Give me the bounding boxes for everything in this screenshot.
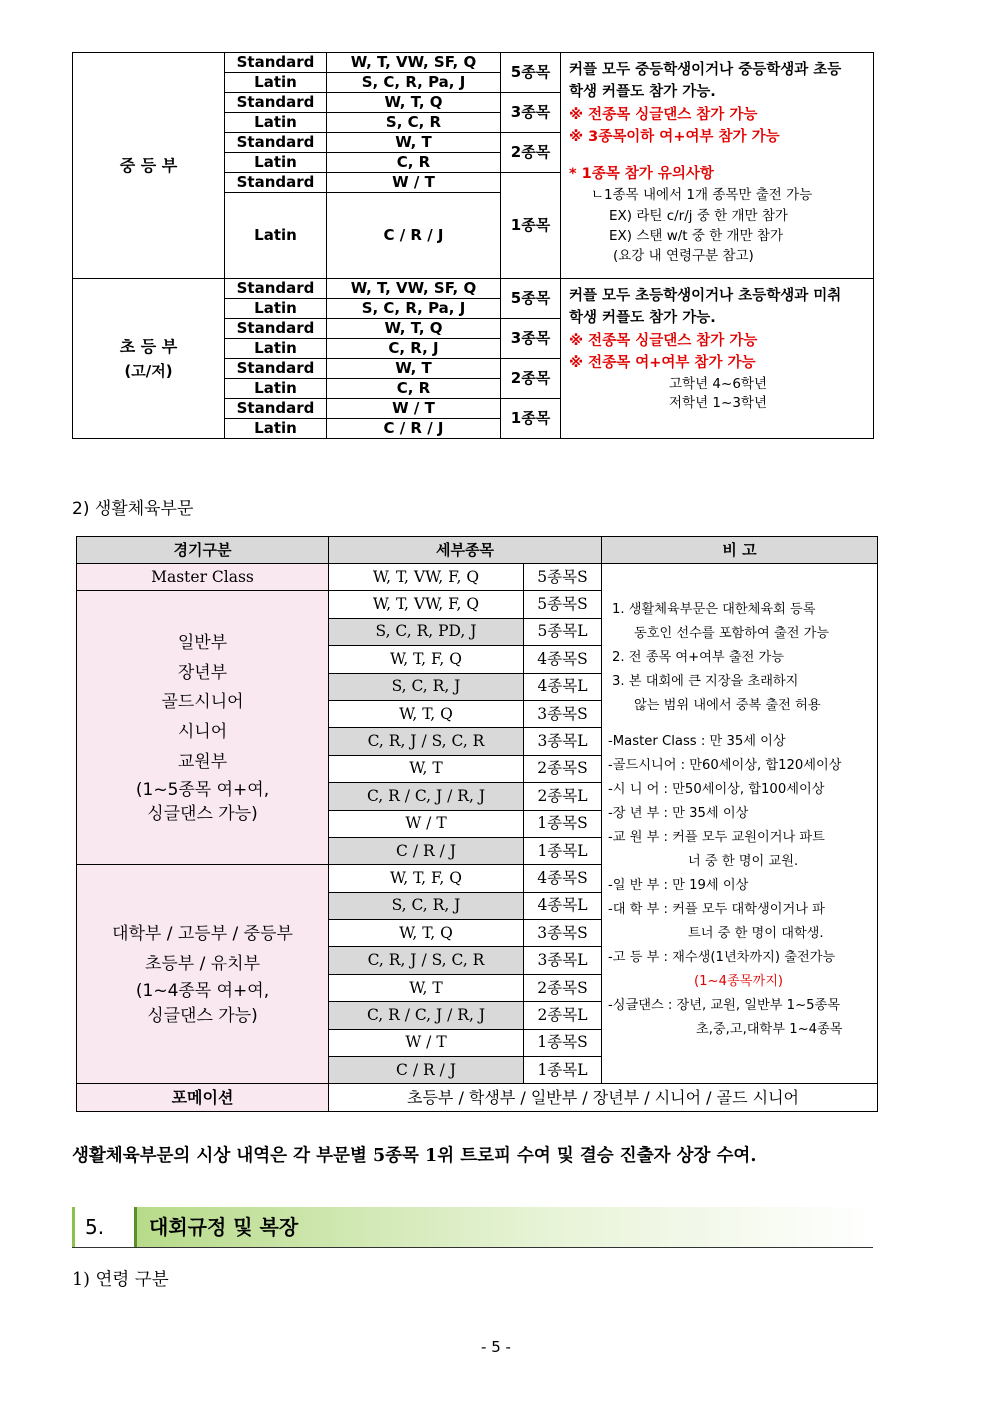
remarks-cell — [602, 564, 878, 1084]
count-cell: 4종목L — [524, 892, 602, 919]
style-cell: Standard — [225, 133, 327, 153]
remark-line: (1~4종목까지) — [694, 974, 784, 990]
dance-cell: W, T, Q — [327, 319, 501, 339]
sub-heading: 1) 연령 구분 — [72, 1270, 169, 1290]
count-cell: 1종목 — [501, 399, 561, 439]
style-cell: Standard — [225, 173, 327, 193]
group-label-line: (1~4종목 여+여, — [135, 981, 270, 1002]
remark-line: -시 니 어 : 만50세이상, 합100세이상 — [608, 782, 825, 798]
note-line: 학생 커플도 참가 가능. — [569, 310, 716, 327]
group-label-line: 싱글댄스 가능) — [147, 804, 258, 825]
count-cell: 5종목S — [524, 591, 602, 618]
count-cell: 3종목 — [501, 93, 561, 133]
remark-line: -일 반 부 : 만 19세 이상 — [608, 878, 749, 894]
count-cell: 2종목 — [501, 133, 561, 173]
formation-label: 포메이션 — [77, 1084, 329, 1111]
dance-cell: C, R, J / S, C, R — [329, 728, 524, 755]
dept-sublabel: (고/저) — [124, 362, 173, 381]
group-label-line: 교원부 — [177, 751, 228, 772]
style-cell: Latin — [225, 339, 327, 359]
group-label-line: 일반부 — [177, 632, 228, 653]
header-detail: 세부종목 — [329, 537, 602, 564]
note-sub: EX) 스탠 w/t 중 한 개만 참가 — [609, 227, 784, 244]
note-sub: 저학년 1~3학년 — [669, 394, 767, 411]
dance-cell: S, C, R, Pa, J — [327, 73, 501, 93]
note-red: * 1종목 참가 유의사항 — [569, 165, 714, 182]
count-cell: 3종목 — [501, 319, 561, 359]
dance-cell: W, T, VW, SF, Q — [327, 279, 501, 299]
count-cell: 5종목 — [501, 279, 561, 319]
header-remarks: 비 고 — [602, 537, 878, 564]
dance-cell: W, T, Q — [327, 93, 501, 113]
count-cell: 3종목S — [524, 920, 602, 947]
count-cell: 1종목 — [501, 173, 561, 279]
style-cell: Standard — [225, 399, 327, 419]
dance-cell: W, T — [329, 755, 524, 782]
count-cell: 2종목S — [524, 755, 602, 782]
group-label-line: 시니어 — [177, 722, 228, 743]
note-red: ※ 전종목 싱글댄스 참가 가능 — [569, 106, 758, 123]
count-cell: 5종목 — [501, 53, 561, 93]
note-sub: (요강 내 연령구분 참고) — [613, 248, 754, 265]
dance-cell: W, T — [329, 974, 524, 1001]
count-cell: 5종목L — [524, 618, 602, 645]
remark-line: 너 중 한 명이 교원. — [688, 854, 799, 870]
remark-line: 초,중,고,대학부 1~4종목 — [696, 1022, 843, 1038]
remark-line: -골드시니어 : 만60세이상, 합120세이상 — [608, 758, 842, 774]
dept-label: 초 등 부 — [119, 336, 178, 356]
count-cell: 1종목L — [524, 1057, 602, 1084]
remark-line: -장 년 부 : 만 35세 이상 — [608, 806, 749, 822]
dance-cell: W / T — [327, 173, 501, 193]
dance-cell: W, T, VW, SF, Q — [327, 53, 501, 73]
section-5-header — [72, 1207, 873, 1248]
note-sub: ㄴ1종목 내에서 1개 종목만 출전 가능 — [591, 187, 813, 204]
dance-cell: C / R / J — [327, 193, 501, 279]
style-cell: Latin — [225, 73, 327, 93]
remark-line: -Master Class : 만 35세 이상 — [608, 734, 786, 750]
recreation-table — [76, 536, 878, 1112]
count-cell: 2종목L — [524, 783, 602, 810]
youth-competition-table — [72, 52, 874, 439]
elementary-note — [561, 279, 874, 439]
award-text: 생활체육부문의 시상 내역은 각 부문별 5종목 1위 트로피 수여 및 결승 진출자 상장 수여. — [72, 1146, 757, 1166]
dance-cell: C, R, J — [327, 339, 501, 359]
dance-cell: S, C, R, Pa, J — [327, 299, 501, 319]
note-line: 커플 모두 초등학생이거나 초등학생과 미취 — [569, 288, 842, 304]
dance-cell: S, C, R — [327, 113, 501, 133]
dance-cell: W / T — [327, 399, 501, 419]
remark-line: 3. 본 대회에 큰 지장을 초래하지 — [612, 674, 799, 690]
count-cell: 1종목S — [524, 1029, 602, 1056]
dance-cell: W, T, VW, F, Q — [329, 591, 524, 618]
dance-cell: W, T, F, Q — [329, 865, 524, 892]
group-label-line: 초등부 / 유치부 — [144, 953, 261, 974]
section-heading: 2) 생활체육부문 — [72, 499, 194, 519]
dance-cell: S, C, R, J — [329, 892, 524, 919]
style-cell: Latin — [225, 299, 327, 319]
style-cell: Standard — [225, 53, 327, 73]
note-red: ※ 전종목 여+여부 참가 가능 — [569, 355, 756, 372]
note-line: 학생 커플도 참가 가능. — [569, 84, 716, 101]
section-number: 5. — [72, 1207, 128, 1247]
remark-line: -교 원 부 : 커플 모두 교원이거나 파트 — [608, 830, 825, 846]
count-cell: 4종목L — [524, 673, 602, 700]
group-label-line: 장년부 — [177, 662, 228, 683]
note-line: 커플 모두 중등학생이거나 중등학생과 초등 — [569, 62, 842, 78]
style-cell: Latin — [225, 113, 327, 133]
dance-cell: C, R / C, J / R, J — [329, 1002, 524, 1029]
middle-note — [561, 53, 874, 279]
style-cell: Latin — [225, 379, 327, 399]
dance-cell: C, R — [327, 153, 501, 173]
remark-line: 않는 범위 내에서 중복 출전 허용 — [634, 698, 821, 714]
dance-cell: W, T, Q — [329, 700, 524, 727]
count-cell: 1종목S — [524, 810, 602, 837]
dance-cell: W, T, F, Q — [329, 646, 524, 673]
dance-cell: S, C, R, J — [329, 673, 524, 700]
dance-cell: C / R / J — [329, 837, 524, 864]
dance-cell: C / R / J — [327, 419, 501, 439]
general-group-label — [77, 591, 329, 865]
note-sub: EX) 라틴 c/r/j 중 한 개만 참가 — [609, 207, 788, 224]
remark-line: 1. 생활체육부문은 대한체육회 등록 — [612, 602, 816, 617]
dance-cell: W, T, VW, F, Q — [329, 564, 524, 591]
dance-cell: W / T — [329, 810, 524, 837]
note-red: ※ 3종목이하 여+여부 참가 가능 — [569, 129, 780, 146]
style-cell: Standard — [225, 359, 327, 379]
dance-cell: W, T — [327, 133, 501, 153]
dance-cell: C / R / J — [329, 1057, 524, 1084]
remark-line: -고 등 부 : 재수생(1년차까지) 출전가능 — [608, 950, 836, 966]
section-title: 대회규정 및 복장 — [134, 1207, 874, 1247]
count-cell: 3종목L — [524, 947, 602, 974]
dance-cell: C, R, J / S, C, R — [329, 947, 524, 974]
dance-cell: W, T, Q — [329, 920, 524, 947]
count-cell: 4종목S — [524, 865, 602, 892]
count-cell: 1종목L — [524, 837, 602, 864]
style-cell: Standard — [225, 93, 327, 113]
dance-cell: S, C, R, PD, J — [329, 618, 524, 645]
dance-cell: W, T — [327, 359, 501, 379]
count-cell: 4종목S — [524, 646, 602, 673]
style-cell: Latin — [225, 193, 327, 279]
count-cell: 3종목L — [524, 728, 602, 755]
note-sub: 고학년 4~6학년 — [669, 375, 767, 392]
dept-elementary — [73, 279, 225, 439]
group-label-line: 싱글댄스 가능) — [147, 1006, 258, 1027]
remark-line: 2. 전 종목 여+여부 출전 가능 — [612, 650, 784, 666]
dance-cell: C, R / C, J / R, J — [329, 783, 524, 810]
group-label-line: 골드시니어 — [161, 692, 244, 713]
master-class-label: Master Class — [77, 564, 329, 591]
header-category: 경기구분 — [77, 537, 329, 564]
dept-middle: 중 등 부 — [73, 53, 225, 279]
remark-line: -대 학 부 : 커플 모두 대학생이거나 파 — [608, 902, 825, 918]
note-red: ※ 전종목 싱글댄스 참가 가능 — [569, 332, 758, 349]
group-label-line: (1~5종목 여+여, — [135, 779, 270, 800]
group-label-line: 대학부 / 고등부 / 중등부 — [112, 923, 293, 944]
remark-line: -싱글댄스 : 장년, 교원, 일반부 1~5종목 — [608, 998, 840, 1014]
style-cell: Standard — [225, 279, 327, 299]
count-cell: 2종목S — [524, 974, 602, 1001]
count-cell: 5종목S — [524, 564, 602, 591]
count-cell: 2종목L — [524, 1002, 602, 1029]
dance-cell: C, R — [327, 379, 501, 399]
count-cell: 3종목S — [524, 700, 602, 727]
style-cell: Standard — [225, 319, 327, 339]
formation-value: 초등부 / 학생부 / 일반부 / 장년부 / 시니어 / 골드 시니어 — [329, 1084, 878, 1111]
style-cell: Latin — [225, 419, 327, 439]
count-cell: 2종목 — [501, 359, 561, 399]
youth-group-label — [77, 865, 329, 1084]
dance-cell: W / T — [329, 1029, 524, 1056]
remark-line: 동호인 선수를 포함하여 출전 가능 — [634, 626, 830, 642]
remark-line: 트너 중 한 명이 대학생. — [688, 926, 824, 942]
style-cell: Latin — [225, 153, 327, 173]
page-number: - 5 - — [481, 1338, 511, 1356]
